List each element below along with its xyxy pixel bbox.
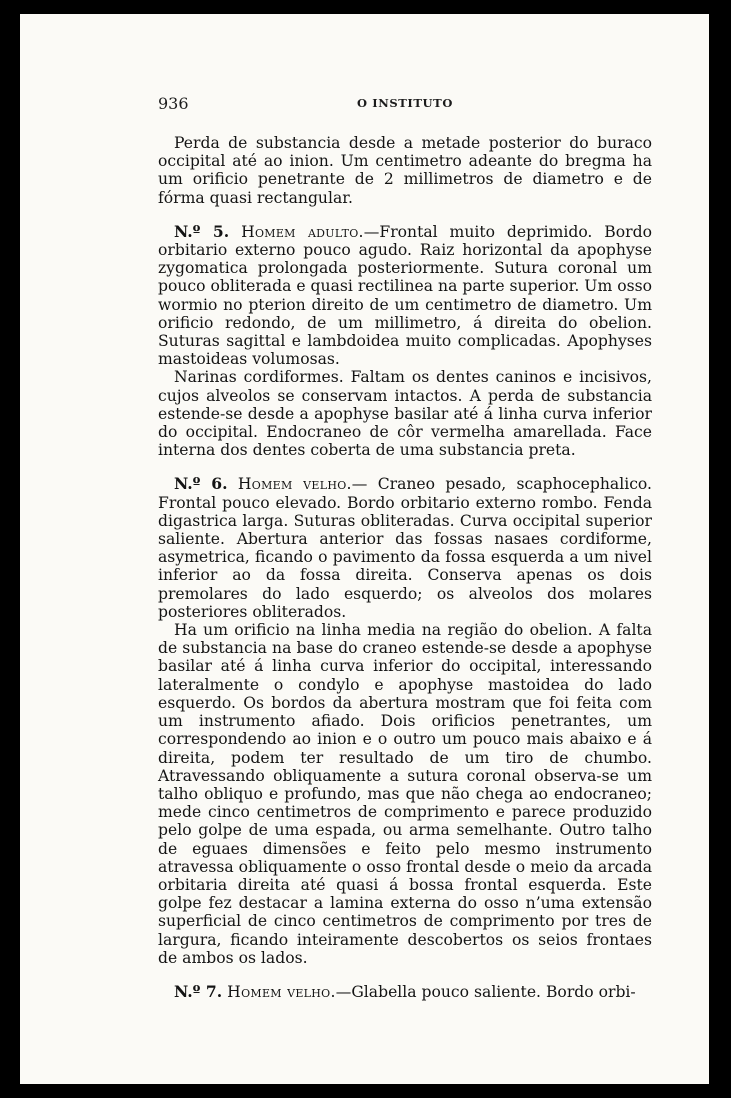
entry-7-text: —Glabella pouco saliente. Bordo orbi- <box>335 982 636 1001</box>
entry-6-paragraph-2: Ha um orificio na linha media na região do obelion. A falta de substancia na base do craneo estende-se desde a apophyse basilar até á linha curva inferior do occipital, interessando lateralmente o condylo e apophyse mastoidea do lado esquerdo. Os bordos da abertura mostram que foi feita com um instrumento afiado. Dois orificios penetrantes, um correspondendo ao inion e o outro um pouco mais abaixo e á direita, podem ter resultado de um tiro de chumbo. Atravessando obliquamente a sutura coronal observa-se um talho obliquo e profundo, mas que não chega ao endocraneo; mede cinco centimetros de comprimento e parece produzido pelo golpe de uma espada, ou arma semelhante. Outro talho de eguaes dimensões e feito pelo mesmo instrumento atravessa obliquamente o osso frontal desde o meio da arcada orbitaria direita até quasi á bossa frontal esquerda. Este golpe fez destacar a lamina externa do osso n’uma extensão superficial de cinco centimetros de comprimento por tres de largura, ficando inteiramente descobertos os seios frontaes de ambos os lados. <box>158 621 652 967</box>
intro-paragraph: Perda de substancia desde a metade posterior do buraco occipital até ao inion. Um centimetro adeante do bregma ha um orificio penetrante de 2 millimetros de diametro e de fórma quasi rectangular. <box>158 134 652 207</box>
entry-5-paragraph-2: Narinas cordiformes. Faltam os dentes caninos e incisivos, cujos alveolos se conservam intactos. A perda de substancia estende-se desde a apophyse basilar até á linha curva inferior do occipital. Endocraneo de côr vermelha amarellada. Face interna dos dentes coberta de uma substancia preta. <box>158 368 652 460</box>
entry-5-text: —Frontal muito deprimido. Bordo orbitario externo pouco agudo. Raiz horizontal da apophyse zygomatica prolongada posteriormente. Sutura coronal um pouco obliterada e quasi rectilinea na parte superior. Um osso wormio no pterion direito de um centimetro de diametro. Um orificio redondo, de um millimetro, á direita do obelion. Suturas sagittal e lambdoidea muito complicadas. Apophyses mastoideas volumosas. <box>158 222 652 369</box>
entry-7-number: N.º 7. <box>174 981 223 1001</box>
entry-5-paragraph <box>158 223 652 369</box>
page-body <box>158 134 652 1001</box>
entry-6-paragraph <box>158 475 652 621</box>
entry-7-paragraph <box>158 983 652 1001</box>
running-head: O INSTITUTO <box>357 96 453 110</box>
entry-5-heading: Homem adulto. <box>241 222 364 241</box>
entry-5-number: N.º 5. <box>174 221 230 241</box>
entry-6-text: — Craneo pesado, scaphocephalico. Frontal pouco elevado. Bordo orbitario externo rombo. Fenda digastrica larga. Suturas obliteradas. Curva occipital superior saliente. Abertura anterior das fossas nasaes cordiforme, asymetrica, ficando o pavimento da fossa esquerda a um nivel inferior ao da fossa direita. Conserva apenas os dois premolares do lado esquerdo; os alveolos dos molares posteriores obliterados. <box>158 475 652 621</box>
page-number: 936 <box>158 94 189 113</box>
entry-6-heading: Homem velho. <box>237 475 352 494</box>
scanned-page <box>20 14 709 1084</box>
entry-7-heading: Homem velho. <box>227 982 336 1001</box>
entry-6-number: N.º 6. <box>174 474 228 494</box>
page-header <box>158 94 652 116</box>
